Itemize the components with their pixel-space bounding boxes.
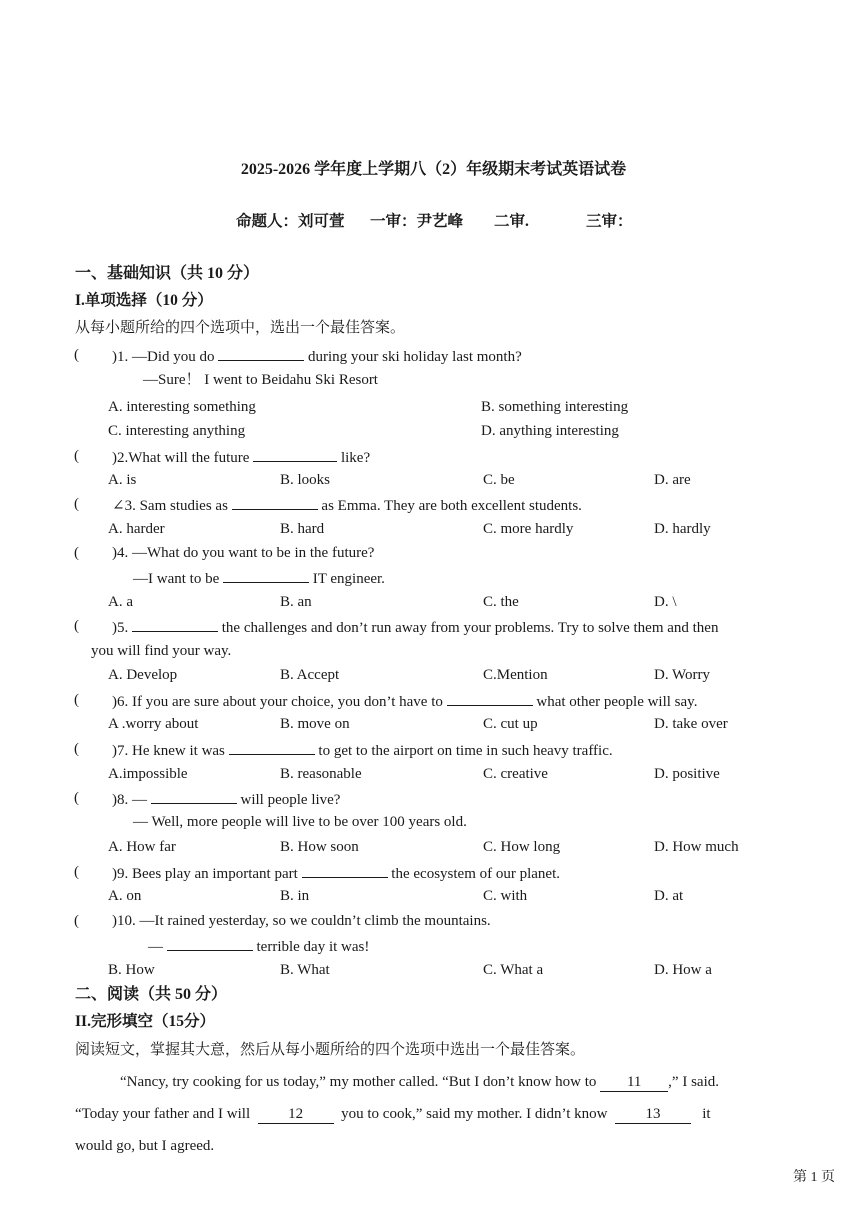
option-a: A.impossible — [108, 766, 188, 782]
answer-paren-open: ( — [74, 347, 79, 363]
part2-heading: II.完形填空（15分） — [75, 1013, 215, 1030]
option-a: A. a — [108, 594, 133, 610]
option-d: D. \ — [654, 594, 677, 610]
cloze-blank-13: 13 — [615, 1105, 691, 1124]
option-a: A. How far — [108, 839, 176, 855]
option-c: C. be — [483, 472, 515, 488]
option-b: B. an — [280, 594, 312, 610]
question-text-line2: — Well, more people will live to be over 100 years old. — [133, 814, 467, 830]
cloze-blank-11: 11 — [600, 1073, 668, 1092]
option-c: C. creative — [483, 766, 548, 782]
section2-instruction: 阅读短文，掌握其大意，然后从每小题所给的四个选项中选出一个最佳答案。 — [75, 1042, 586, 1058]
part1-heading: I.单项选择（10 分） — [75, 292, 213, 309]
question-text: )10. —It rained yesterday, so we couldn’t climb the mountains. — [112, 913, 491, 929]
option-d: D. positive — [654, 766, 720, 782]
section1-heading: 一、基础知识（共 10 分） — [75, 265, 260, 282]
author-label: 命题人：刘可萱 — [236, 213, 345, 230]
option-a: A. is — [108, 472, 137, 488]
answer-paren-open: ( — [74, 545, 79, 561]
question-text-line2: —I want to be IT engineer. — [133, 567, 385, 589]
review3-label: 三审： — [586, 213, 633, 230]
question-text: )8. — will people live? — [112, 788, 340, 810]
option-d: D. anything interesting — [481, 423, 619, 439]
answer-paren-open: ( — [74, 692, 79, 708]
option-b: B. something interesting — [481, 399, 629, 415]
option-a: B. How — [108, 962, 155, 978]
option-b: B. looks — [280, 472, 331, 488]
exam-title: 2025-2026 学年度上学期八（2）年级期末考试英语试卷 — [240, 161, 627, 178]
question-text: ∠3. Sam studies as as Emma. They are both excellent students. — [112, 494, 582, 516]
section1-instruction: 从每小题所给的四个选项中，选出一个最佳答案。 — [75, 320, 406, 336]
option-d: D. are — [654, 472, 691, 488]
answer-paren-open: ( — [74, 448, 79, 464]
question-text: )1. —Did you do during your ski holiday last month? — [112, 345, 522, 367]
option-b: B. reasonable — [280, 766, 362, 782]
option-d: D. at — [654, 888, 684, 904]
option-b: B. Accept — [280, 667, 340, 683]
page-number: 第 1 页 — [793, 1170, 835, 1185]
question-text-line2: —Sure！ I went to Beidahu Ski Resort — [143, 372, 378, 388]
question-text: )6. If you are sure about your choice, you don’t have to what other people will say. — [112, 690, 697, 712]
option-c: C. How long — [483, 839, 561, 855]
option-c: C.Mention — [483, 667, 548, 683]
option-a: A. on — [108, 888, 142, 904]
question-text: )4. —What do you want to be in the future? — [112, 545, 375, 561]
answer-blank — [151, 788, 237, 804]
review2-label: 二审. — [494, 213, 529, 230]
answer-paren-open: ( — [74, 741, 79, 757]
option-a: A .worry about — [108, 716, 199, 732]
answer-blank — [232, 494, 318, 510]
passage-line-1: “Nancy, try cooking for us today,” my mother called. “But I don’t know how to 11 ,” I said. — [120, 1074, 719, 1090]
option-c: C. more hardly — [483, 521, 574, 537]
answer-blank — [223, 567, 309, 583]
question-text-line2: — terrible day it was! — [148, 935, 369, 957]
option-a: A. Develop — [108, 667, 178, 683]
option-b: B. hard — [280, 521, 325, 537]
answer-paren-open: ( — [74, 790, 79, 806]
answer-paren-open: ( — [74, 496, 79, 512]
option-d: D. hardly — [654, 521, 711, 537]
answer-blank — [229, 739, 315, 755]
answer-paren-open: ( — [74, 913, 79, 929]
option-c: C. the — [483, 594, 519, 610]
question-text: )2.What will the future like? — [112, 446, 370, 468]
option-d: D. take over — [654, 716, 728, 732]
answer-blank — [218, 345, 304, 361]
question-text: )5. the challenges and don’t run away from your problems. Try to solve them and then — [112, 616, 718, 638]
option-c: C. What a — [483, 962, 544, 978]
answer-paren-open: ( — [74, 864, 79, 880]
option-a: A. harder — [108, 521, 165, 537]
cloze-blank-12: 12 — [258, 1105, 334, 1124]
option-c: C. interesting anything — [108, 423, 246, 439]
answer-paren-open: ( — [74, 618, 79, 634]
answer-blank — [132, 616, 218, 632]
option-d: D. Worry — [654, 667, 711, 683]
option-b: B. move on — [280, 716, 350, 732]
answer-blank — [253, 446, 337, 462]
passage-line-3: would go, but I agreed. — [75, 1138, 215, 1154]
passage-line-2: “Today your father and I will 12 you to cook,” said my mother. I didn’t know 13 it — [75, 1106, 711, 1122]
answer-blank — [447, 690, 533, 706]
option-b: B. What — [280, 962, 330, 978]
option-c: C. cut up — [483, 716, 538, 732]
option-c: C. with — [483, 888, 528, 904]
option-b: B. in — [280, 888, 310, 904]
question-text-line2: you will find your way. — [91, 643, 232, 659]
option-b: B. How soon — [280, 839, 359, 855]
option-d: D. How much — [654, 839, 739, 855]
option-d: D. How a — [654, 962, 712, 978]
question-text: )9. Bees play an important part the ecosystem of our planet. — [112, 862, 560, 884]
question-text: )7. He knew it was to get to the airport on time in such heavy traffic. — [112, 739, 613, 761]
option-a: A. interesting something — [108, 399, 256, 415]
answer-blank — [302, 862, 388, 878]
section2-heading: 二、阅读（共 50 分） — [75, 986, 228, 1003]
review1-label: 一审：尹艺峰 — [370, 213, 464, 230]
answer-blank — [167, 935, 253, 951]
